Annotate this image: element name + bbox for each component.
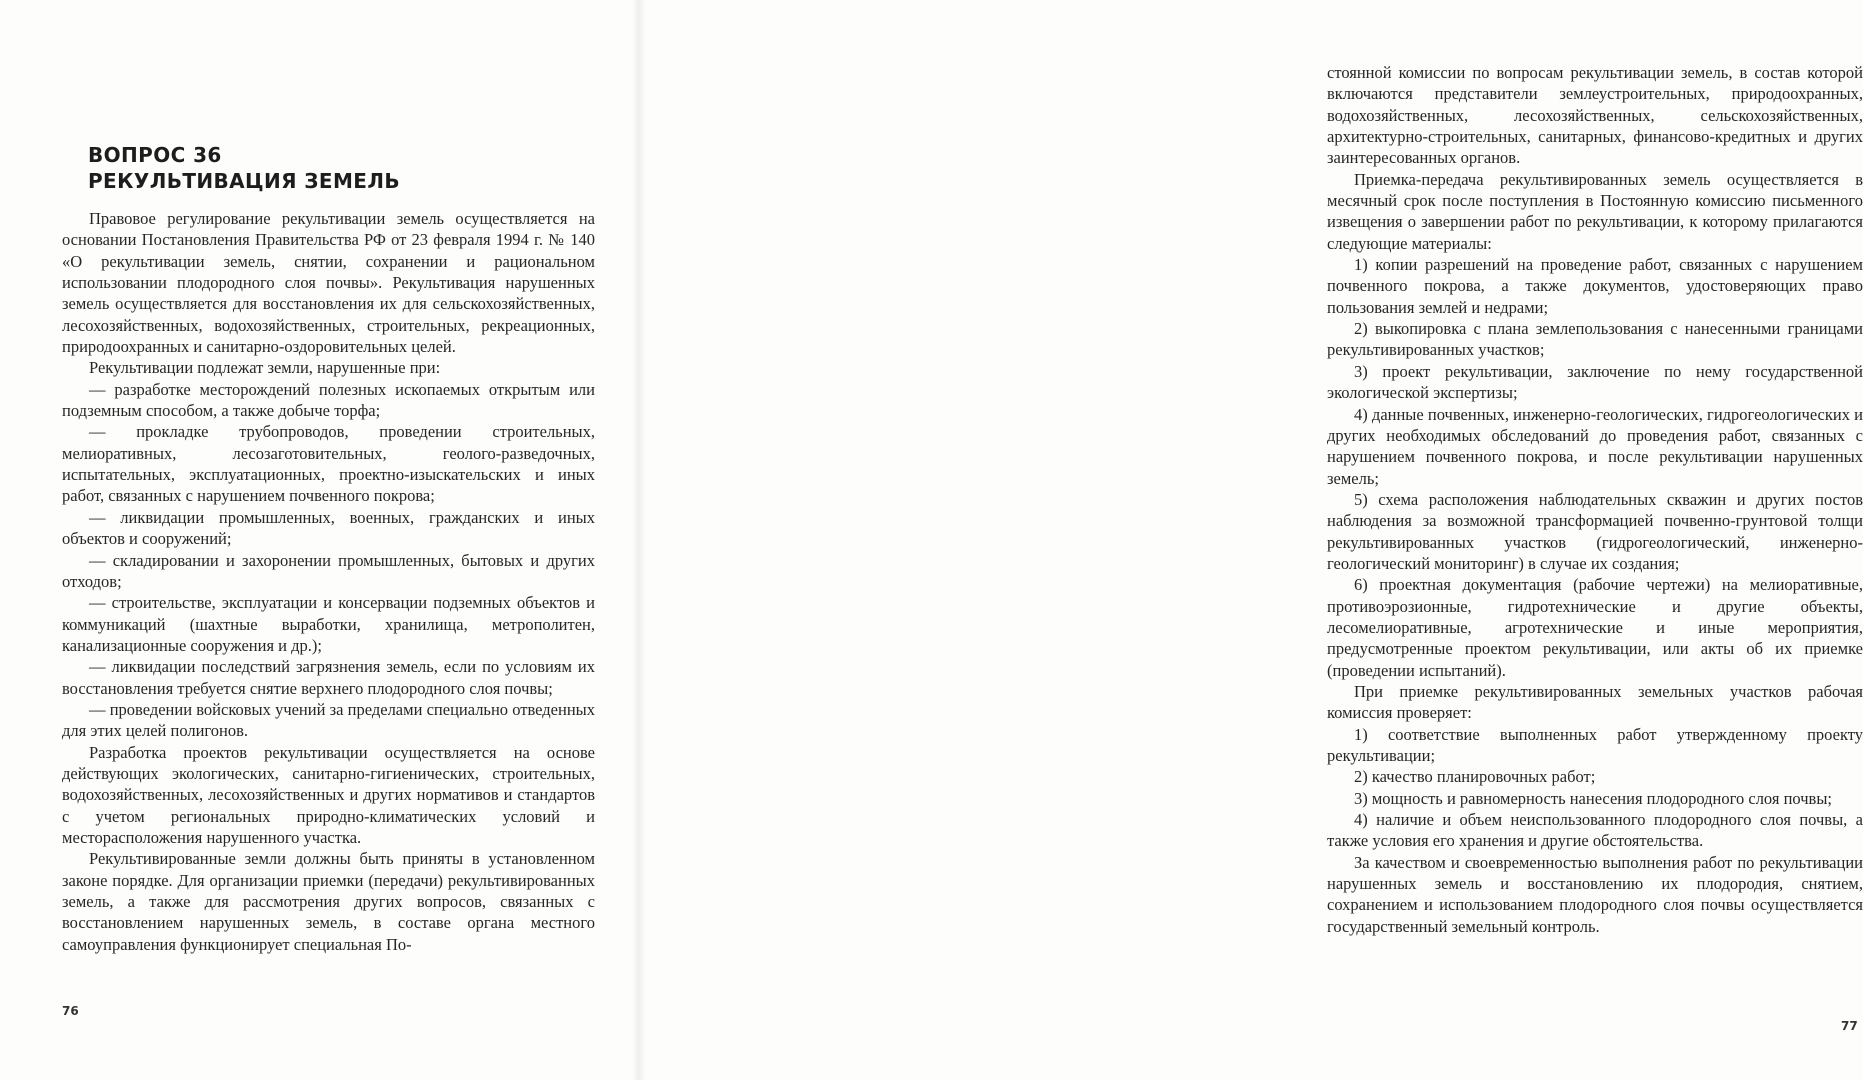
paragraph: За качеством и своевременностью выполнения работ по рекультивации нарушенных земель и восстановлению их плодородия, снятием, сохранением и использованием плодородного слоя почвы осуществляется государственный земельный контроль. bbox=[1327, 852, 1863, 936]
list-item: — ликвидации промышленных, военных, гражданских и иных объектов и сооружений; bbox=[62, 507, 595, 549]
question-heading bbox=[88, 142, 400, 194]
page-number-right: 77 bbox=[1841, 1019, 1858, 1033]
paragraph: Рекультивированные земли должны быть приняты в установленном законе порядке. Для организации приемки (передачи) рекультивированных земель, а также для рассмотрения других вопросов, связанных с восстановлением нарушенных земель, в составе органа местного самоуправления функционирует специальная По- bbox=[62, 849, 595, 954]
list-item: — ликвидации последствий загрязнения земель, если по условиям их восстановления требуется снятие верхнего плодородного слоя почвы; bbox=[62, 657, 595, 698]
paragraph: Правовое регулирование рекультивации земель осуществляется на основании Постановления Правительства РФ от 23 февраля 1994 г. № 140 «О рекультивации земель, снятии, сохранении и рациональном использовании плодородного слоя почвы». Рекультивация нарушенных земель осуществляется для восстановления их для сельскохозяйственных, лесохозяйственных, водохозяйственных, строительных, рекреационных, природоохранных и санитарно-оздоровительных целей. bbox=[62, 209, 595, 357]
page-number-left: 76 bbox=[62, 1004, 79, 1018]
question-title: РЕКУЛЬТИВАЦИЯ ЗЕМЕЛЬ bbox=[88, 169, 400, 193]
list-item: 3) проект рекультивации, заключение по нему государственной экологической экспертизы; bbox=[1327, 361, 1863, 403]
list-item: 3) мощность и равномерность нанесения плодородного слоя почвы; bbox=[1354, 788, 1832, 808]
right-page-body bbox=[1327, 62, 1863, 937]
right-page bbox=[640, 0, 1863, 1080]
list-item: — складировании и захоронении промышленных, бытовых и других отходов; bbox=[62, 550, 595, 591]
left-page-body bbox=[62, 208, 595, 955]
list-item: 5) схема расположения наблюдательных скважин и других постов наблюдения за возможной трансформацией почвенно-грунтовой толщи рекультивированных участков (гидрогеологический, инженерно-геологический мониторинг) в случае их создания; bbox=[1327, 489, 1863, 573]
list-item: 2) качество планировочных работ; bbox=[1354, 767, 1596, 787]
list-item: — строительстве, эксплуатации и консервации подземных объектов и коммуникаций (шахтные выработки, хранилища, метрополитен, канализационные сооружения и др.); bbox=[62, 593, 595, 655]
list-item: 4) данные почвенных, инженерно-геологических, гидрогеологических и других необходимых обследований до проведения работ, связанных с нарушением почвенного покрова, и после рекультивации нарушенных земель; bbox=[1327, 404, 1863, 488]
left-page bbox=[0, 0, 640, 1080]
list-item: 6) проектная документация (рабочие чертежи) на мелиоративные, противоэрозионные, гидротехнические и другие объекты, лесомелиоративные, агротехнические и иные мероприятия, предусмотренные проектом рекультивации, или акты об их приемке (проведении испытаний). bbox=[1327, 575, 1863, 680]
question-number: ВОПРОС 36 bbox=[88, 143, 222, 167]
list-item: 1) соответствие выполненных работ утвержденному проекту рекультивации; bbox=[1327, 724, 1863, 765]
list-item: 4) наличие и объем неиспользованного плодородного слоя почвы, а также условия его хранения и другие обстоятельства. bbox=[1327, 810, 1863, 851]
list-item: — разработке месторождений полезных ископаемых открытым или подземным способом, а также добыче торфа; bbox=[62, 379, 595, 421]
paragraph: Разработка проектов рекультивации осуществляется на основе действующих экологических, санитарно-гигиенических, строительных, водохозяйственных, лесохозяйственных и других нормативов и стандартов с учетом региональных природно-климатических условий и месторасположения нарушенного участка. bbox=[62, 742, 595, 847]
list-item: 1) копии разрешений на проведение работ, связанных с нарушением почвенного покрова, а также документов, удостоверяющих право пользования землей и недрами; bbox=[1327, 255, 1863, 317]
list-item: — прокладке трубопроводов, проведении строительных, мелиоративных, лесозаготовительных, геолого-разведочных, испытательных, эксплуатационных, проектно-изыскательских и иных работ, связанных с нарушением почвенного покрова; bbox=[62, 422, 595, 506]
paragraph: Рекультивации подлежат земли, нарушенные при: bbox=[89, 358, 441, 378]
paragraph: Приемка-передача рекультивированных земель осуществляется в месячный срок после поступления в Постоянную комиссию письменного извещения о завершении работ по рекультивации, к которому прилагаются следующие материалы: bbox=[1327, 169, 1863, 253]
list-item: 2) выкопировка с плана землепользования с нанесенными границами рекультивированных участков; bbox=[1327, 319, 1863, 360]
list-item: — проведении войсковых учений за пределами специально отведенных для этих целей полигонов. bbox=[62, 699, 595, 741]
paragraph: При приемке рекультивированных земельных участков рабочая комиссия проверяет: bbox=[1327, 681, 1863, 723]
paragraph-continuation: стоянной комиссии по вопросам рекультивации земель, в состав которой включаются представители землеустроительных, природоохранных, водохозяйственных, лесохозяйственных, сельскохозяйственных, архитектурно-строительных, санитарных, финансово-кредитных и других заинтересованных органов. bbox=[1327, 63, 1863, 168]
